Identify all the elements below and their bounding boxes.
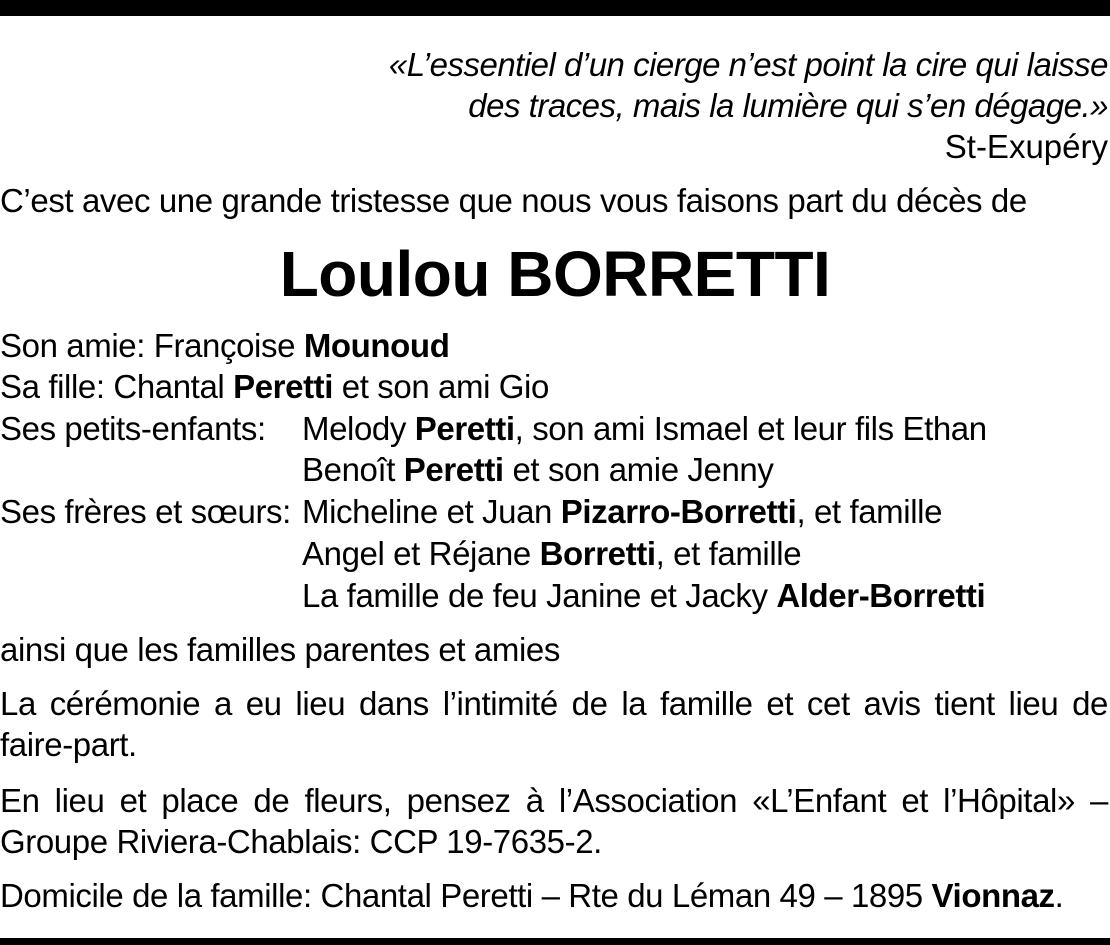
fille-surname: Peretti: [233, 368, 334, 405]
entry-first: Micheline et Juan: [302, 493, 561, 530]
entry-surname: Pizarro-Borretti: [560, 493, 797, 530]
petit-enfant-entry: [302, 449, 773, 490]
entry-first: Melody: [302, 410, 415, 447]
amie-label: Son amie: Françoise: [0, 327, 304, 364]
frere-soeur-entry: [302, 533, 801, 574]
family-amie: [0, 325, 449, 366]
petit-enfant-entry: [302, 408, 987, 449]
top-rule: [0, 0, 1110, 16]
entry-rest: et son amie Jenny: [503, 451, 774, 488]
petits-enfants-label: Ses petits-enfants:: [0, 410, 266, 447]
ainsi-text: ainsi que les familles parentes et amies: [0, 631, 560, 668]
fille-label: Sa fille: Chantal: [0, 368, 234, 405]
frere-soeur-entry: [302, 575, 985, 616]
entry-surname: Borretti: [539, 535, 656, 572]
entry-rest: , et famille: [796, 493, 943, 530]
fille-rest: et son ami Gio: [333, 368, 549, 405]
intro-text: C’est avec une grande tristesse que nous vous faisons part du décès de: [0, 182, 1027, 219]
freres-soeurs-label: Ses frères et sœurs:: [0, 493, 291, 530]
amie-surname: Mounoud: [303, 327, 450, 364]
ceremonie-text: La cérémonie a eu lieu dans l’intimité de la famille et cet avis tient lieu de faire-part.: [0, 685, 1108, 763]
family-fille: [0, 366, 549, 407]
domicile-city: Vionnaz: [931, 877, 1055, 914]
quote-line-1: «L’essentiel d’un cierge n’est point la cire qui laisse: [388, 46, 1108, 83]
epigraph-quote: [389, 44, 1108, 126]
domicile-end: .: [1054, 877, 1064, 914]
entry-rest: , son ami Ismael et leur fils Ethan: [514, 410, 987, 447]
entry-surname: Peretti: [414, 410, 515, 447]
deceased-name: Loulou BORRETTI: [279, 238, 831, 310]
entry-first: Angel et Réjane: [302, 535, 540, 572]
quote-line-2: des traces, mais la lumière qui s’en dégage.»: [468, 87, 1108, 124]
domicile-text: [0, 875, 1063, 916]
entry-first: Benoît: [302, 451, 404, 488]
entry-surname: Alder-Borretti: [776, 577, 986, 614]
entry-surname: Peretti: [403, 451, 504, 488]
quote-author: St-Exupéry: [944, 128, 1108, 165]
frere-soeur-entry: [302, 491, 942, 532]
entry-first: La famille de feu Janine et Jacky: [302, 577, 777, 614]
domicile-address: Domicile de la famille: Chantal Peretti – Rte du Léman 49 – 1895: [0, 877, 932, 914]
fleurs-text: En lieu et place de fleurs, pensez à l’Association «L’Enfant et l’Hôpital» – Groupe Riviera-Chablais: CCP 19-7635-2.: [0, 782, 1108, 860]
bottom-rule: [0, 938, 1110, 945]
entry-rest: , et famille: [655, 535, 802, 572]
